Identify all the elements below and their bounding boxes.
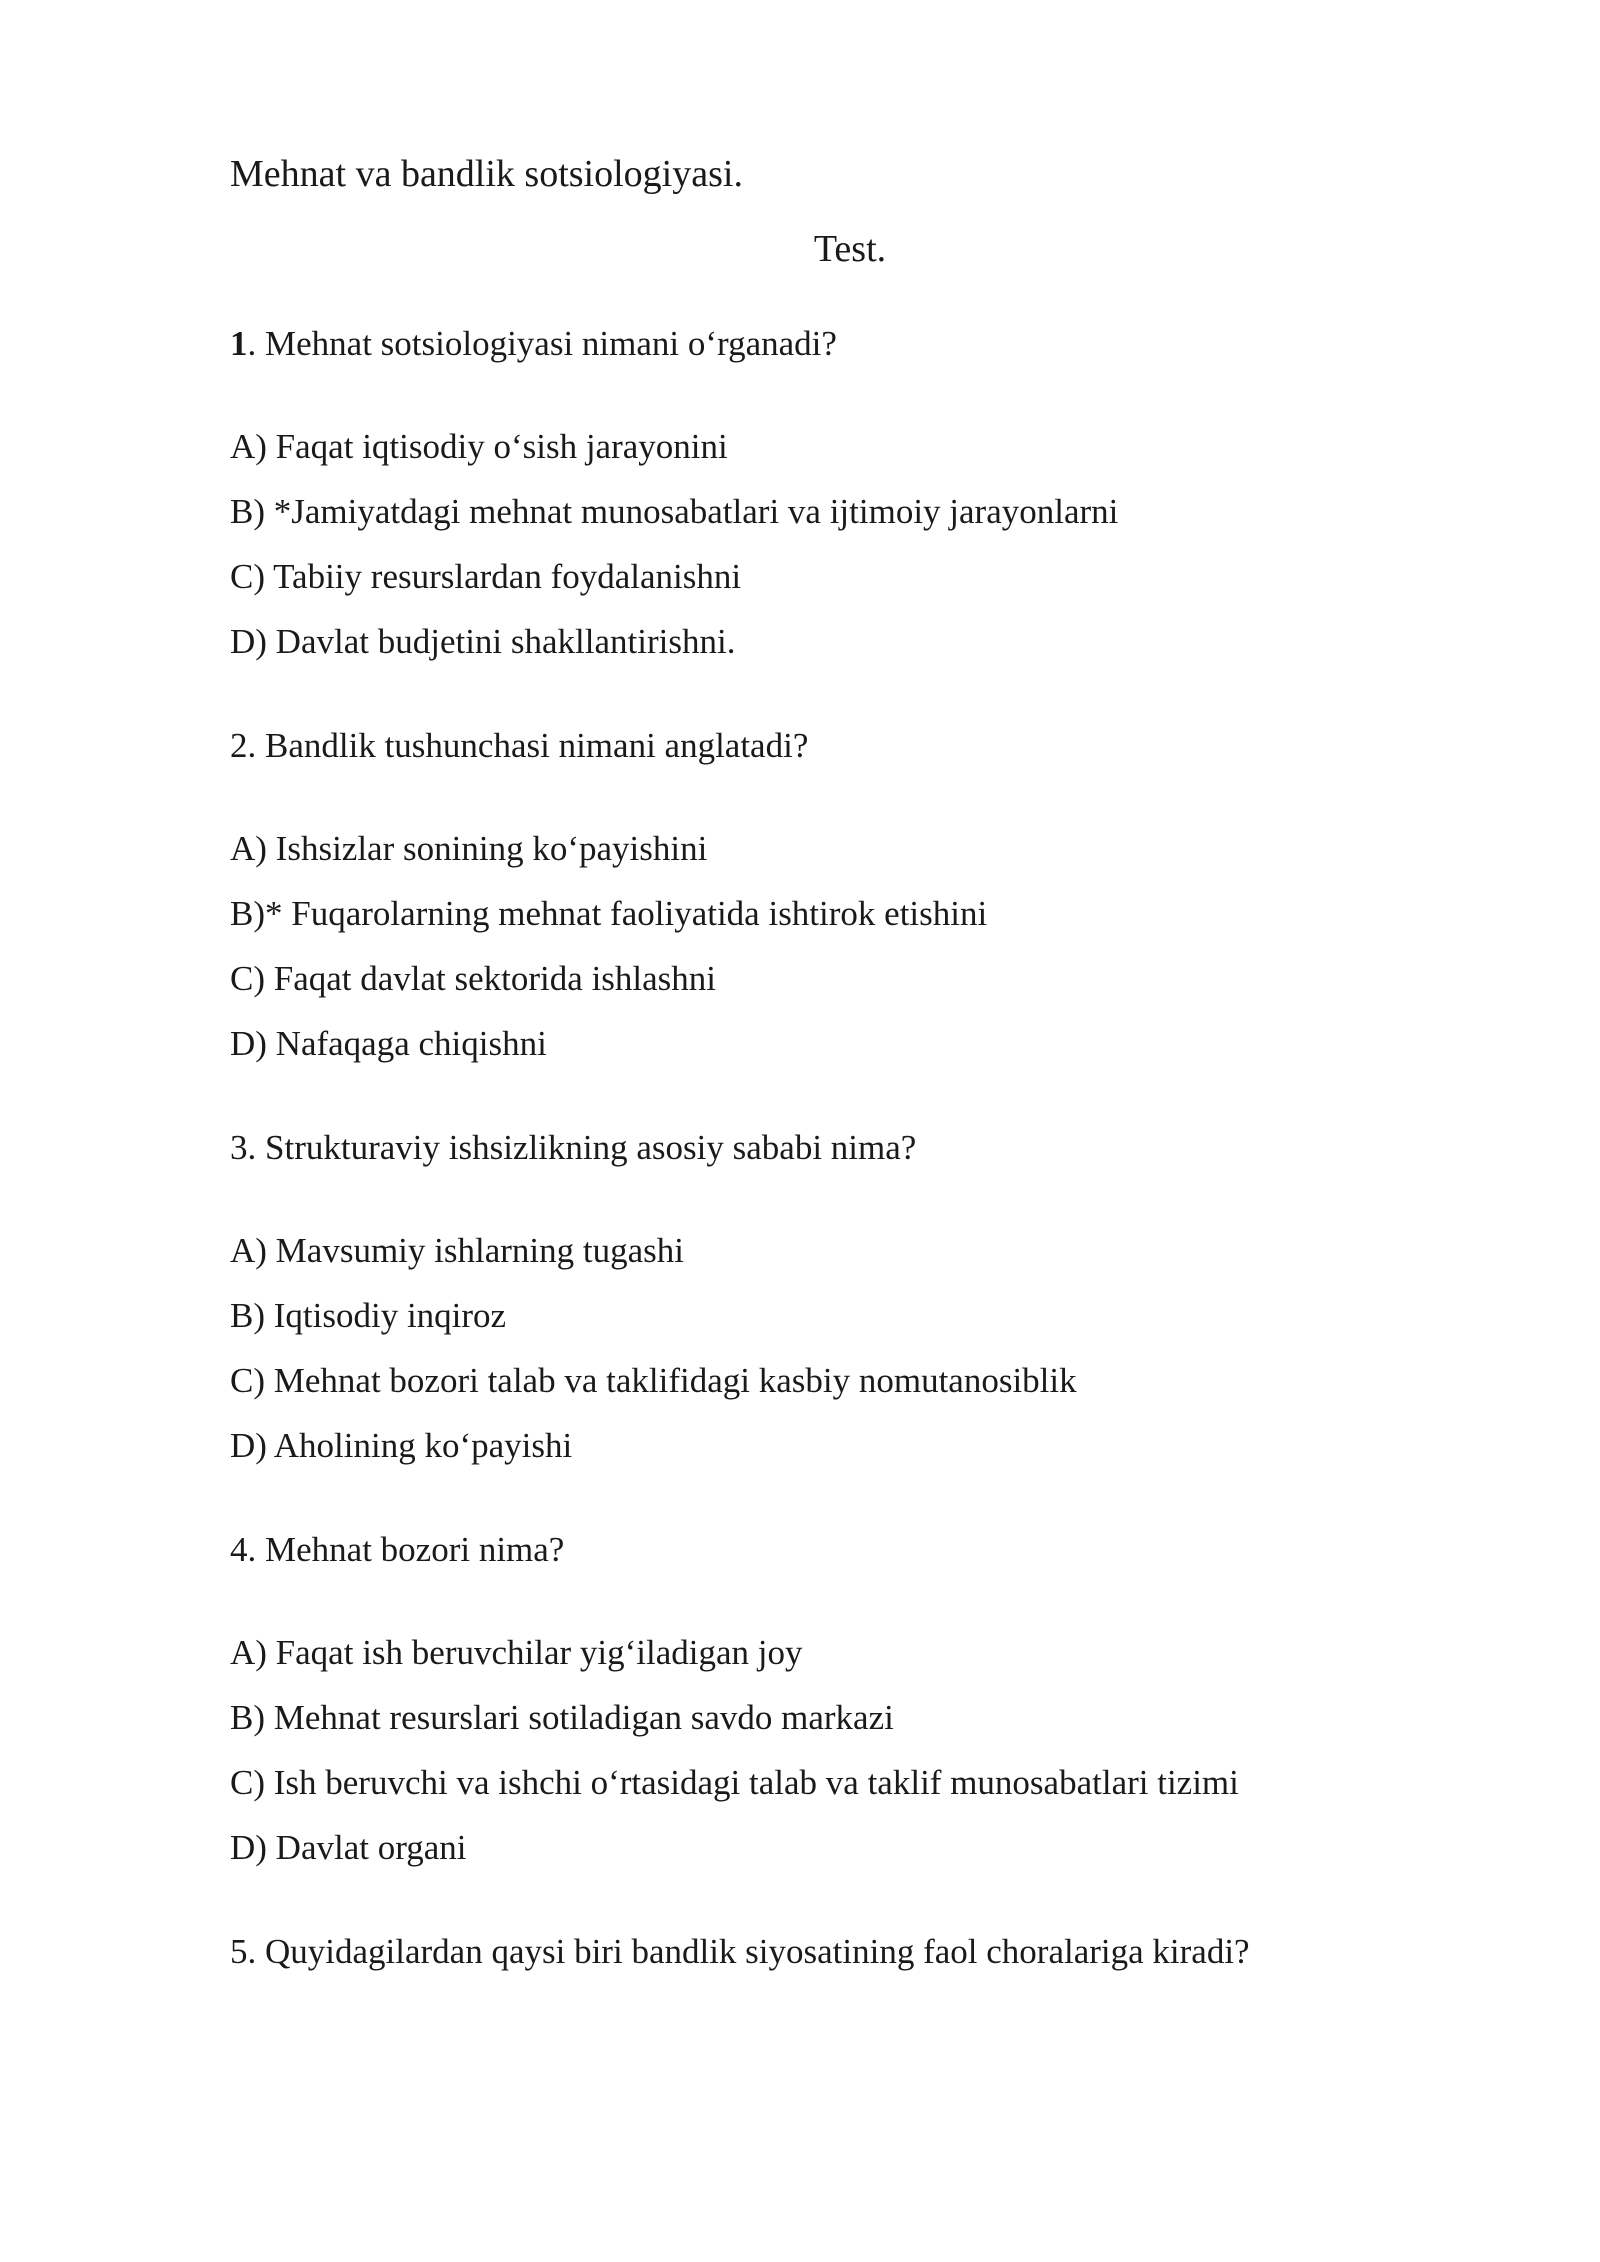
document-subtitle: Test. (813, 228, 887, 270)
question-2-option-b: B)* Fuqarolarning mehnat faoliyatida ishtirok etishini (230, 894, 988, 933)
question-2: 2. Bandlik tushunchasi nimani anglatadi? (230, 726, 809, 765)
question-5: 5. Quyidagilardan qaysi biri bandlik siyosatining faol choralariga kiradi? (230, 1932, 1250, 1971)
question-1-text: . Mehnat sotsiologiyasi nimani o‘rganadi? (247, 324, 837, 363)
question-1-option-c: C) Tabiiy resurslardan foydalanishni (230, 557, 742, 596)
question-3-option-a: A) Mavsumiy ishlarning tugashi (230, 1231, 684, 1270)
question-1-number: 1 (230, 324, 248, 363)
question-4-option-a: A) Faqat ish beruvchilar yig‘iladigan joy (230, 1633, 803, 1672)
question-1-option-d: D) Davlat budjetini shakllantirishni. (230, 622, 736, 661)
question-2-option-a: A) Ishsizlar sonining ko‘payishini (230, 829, 708, 868)
question-1 (230, 323, 837, 365)
question-3: 3. Strukturaviy ishsizlikning asosiy sababi nima? (230, 1128, 917, 1167)
question-2-option-c: C) Faqat davlat sektorida ishlashni (230, 959, 717, 998)
question-3-option-b: B) Iqtisodiy inqiroz (230, 1296, 507, 1335)
question-4-option-d: D) Davlat organi (230, 1828, 467, 1867)
question-4-option-c: C) Ish beruvchi va ishchi o‘rtasidagi talab va taklif munosabatlari tizimi (230, 1763, 1239, 1802)
document-title: Mehnat va bandlik sotsiologiyasi. (230, 153, 743, 195)
question-1-option-a: A) Faqat iqtisodiy o‘sish jarayonini (230, 427, 728, 466)
question-1-option-b: B) *Jamiyatdagi mehnat munosabatlari va ijtimoiy jarayonlarni (230, 492, 1119, 531)
question-3-option-d: D) Aholining ko‘payishi (230, 1426, 573, 1465)
question-4: 4. Mehnat bozori nima? (230, 1530, 565, 1569)
question-4-option-b: B) Mehnat resurslari sotiladigan savdo markazi (230, 1698, 894, 1737)
question-2-option-d: D) Nafaqaga chiqishni (230, 1024, 547, 1063)
question-3-option-c: C) Mehnat bozori talab va taklifidagi kasbiy nomutanosiblik (230, 1361, 1077, 1400)
